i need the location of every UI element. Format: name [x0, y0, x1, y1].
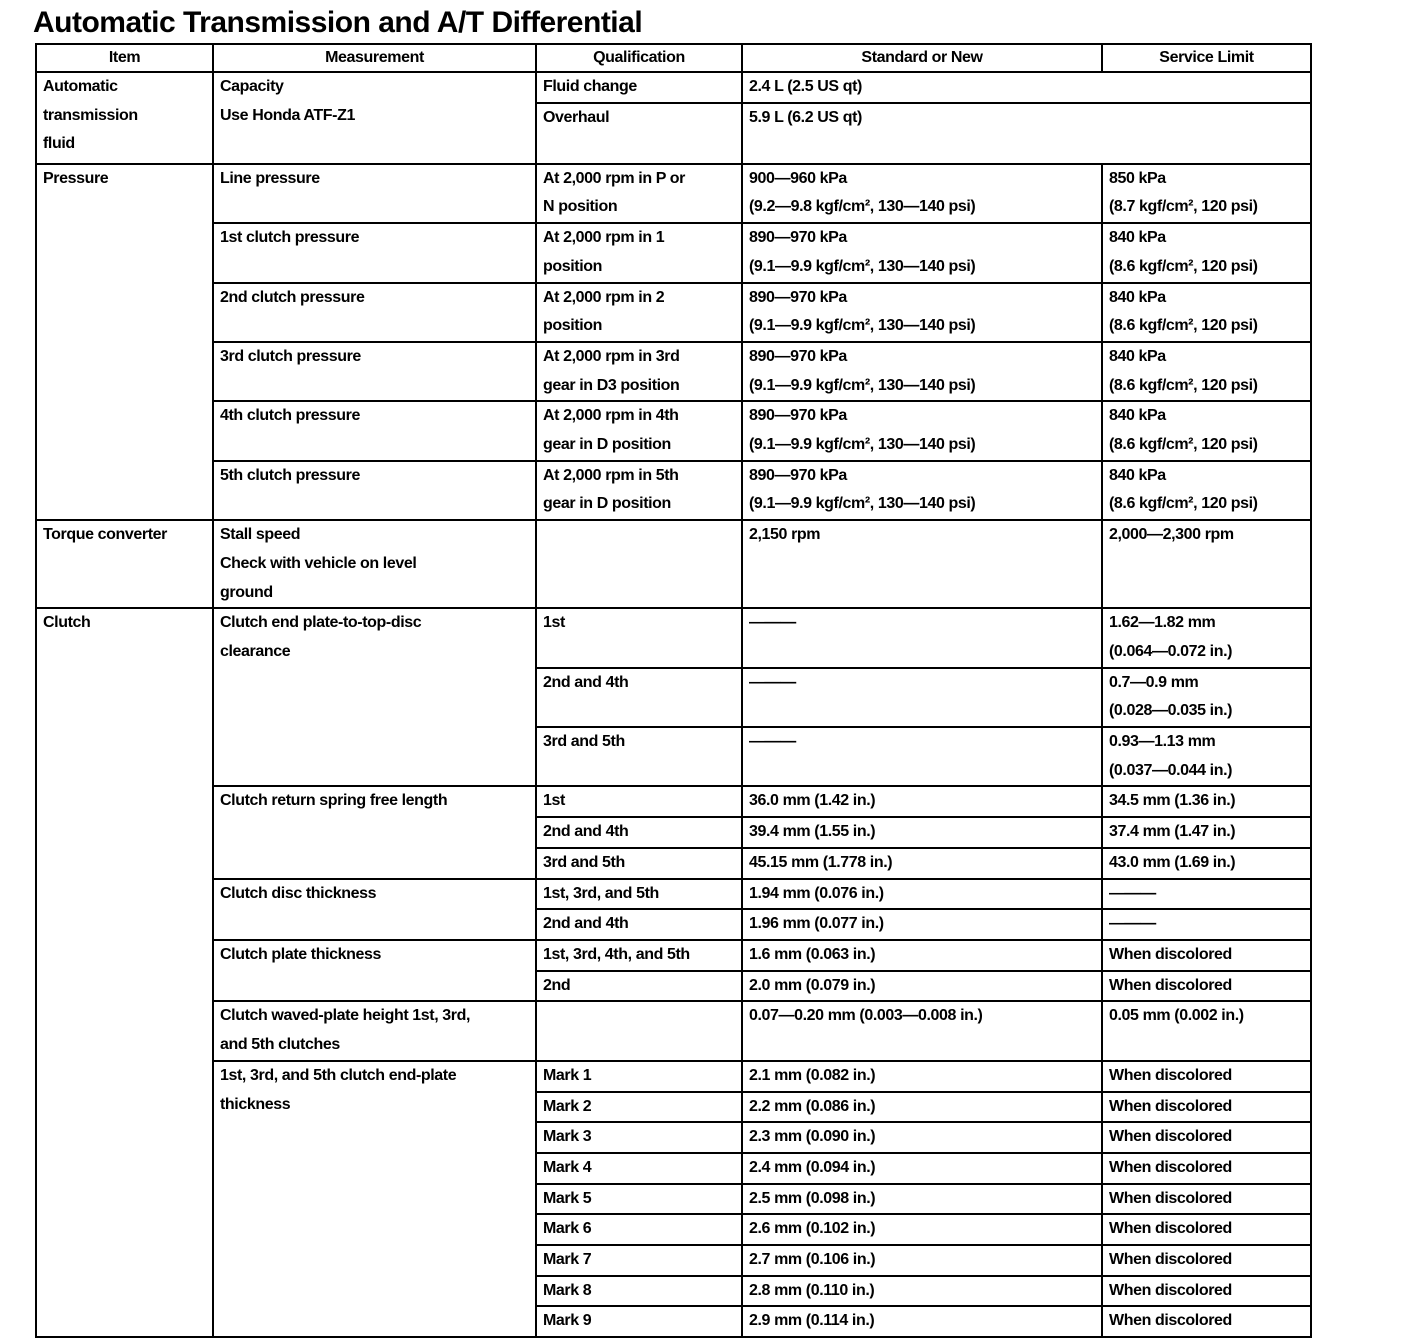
- limit-cell: When discolored: [1102, 1061, 1311, 1092]
- qualification-cell: At 2,000 rpm in 3rd gear in D3 position: [536, 342, 742, 401]
- standard-cell: 890—970 kPa (9.1—9.9 kgf/cm², 130—140 psi): [742, 223, 1102, 282]
- standard-cell: 2.2 mm (0.086 in.): [742, 1092, 1102, 1123]
- page-title: Automatic Transmission and A/T Differential: [33, 6, 643, 39]
- limit-cell: 43.0 mm (1.69 in.): [1102, 848, 1311, 879]
- qualification-cell: 2nd and 4th: [536, 668, 742, 727]
- standard-cell: 45.15 mm (1.778 in.): [742, 848, 1102, 879]
- qualification-cell: 2nd: [536, 971, 742, 1002]
- standard-cell: 5.9 L (6.2 US qt): [742, 103, 1311, 164]
- qualification-cell: Mark 8: [536, 1276, 742, 1307]
- measurement-cell: 1st clutch pressure: [213, 223, 536, 282]
- measurement-cell: Capacity Use Honda ATF-Z1: [213, 72, 536, 164]
- limit-cell: 0.05 mm (0.002 in.): [1102, 1001, 1311, 1060]
- qualification-cell: 3rd and 5th: [536, 727, 742, 786]
- measurement-cell: Clutch end plate-to-top-disc clearance: [213, 608, 536, 786]
- standard-cell: 2.8 mm (0.110 in.): [742, 1276, 1102, 1307]
- standard-cell: ———: [742, 608, 1102, 667]
- limit-cell: 840 kPa (8.6 kgf/cm², 120 psi): [1102, 223, 1311, 282]
- limit-cell: 850 kPa (8.7 kgf/cm², 120 psi): [1102, 164, 1311, 223]
- standard-cell: 2.3 mm (0.090 in.): [742, 1122, 1102, 1153]
- limit-cell: When discolored: [1102, 1214, 1311, 1245]
- limit-cell: 2,000—2,300 rpm: [1102, 520, 1311, 608]
- table-row: [36, 786, 1311, 817]
- qualification-cell: Mark 9: [536, 1306, 742, 1337]
- measurement-cell: Clutch disc thickness: [213, 879, 536, 940]
- qualification-cell: [536, 520, 742, 608]
- standard-cell: 900—960 kPa (9.2—9.8 kgf/cm², 130—140 psi): [742, 164, 1102, 223]
- limit-cell: 34.5 mm (1.36 in.): [1102, 786, 1311, 817]
- qualification-cell: At 2,000 rpm in 1 position: [536, 223, 742, 282]
- measurement-cell: Clutch plate thickness: [213, 940, 536, 1001]
- table-row: [36, 940, 1311, 971]
- measurement-cell: Stall speed Check with vehicle on level ground: [213, 520, 536, 608]
- limit-cell: When discolored: [1102, 1122, 1311, 1153]
- standard-cell: 2.9 mm (0.114 in.): [742, 1306, 1102, 1337]
- item-cell: Clutch: [36, 608, 213, 1337]
- standard-cell: 2.1 mm (0.082 in.): [742, 1061, 1102, 1092]
- qualification-cell: Mark 4: [536, 1153, 742, 1184]
- measurement-cell: 4th clutch pressure: [213, 401, 536, 460]
- standard-cell: 2,150 rpm: [742, 520, 1102, 608]
- spec-table: [35, 43, 1312, 1338]
- measurement-cell: Clutch waved-plate height 1st, 3rd, and 5th clutches: [213, 1001, 536, 1060]
- qualification-cell: At 2,000 rpm in 4th gear in D position: [536, 401, 742, 460]
- limit-cell: 0.7—0.9 mm (0.028—0.035 in.): [1102, 668, 1311, 727]
- qualification-cell: [536, 1001, 742, 1060]
- limit-cell: When discolored: [1102, 1184, 1311, 1215]
- item-cell: Torque converter: [36, 520, 213, 608]
- qualification-cell: 1st: [536, 608, 742, 667]
- standard-cell: 890—970 kPa (9.1—9.9 kgf/cm², 130—140 psi): [742, 342, 1102, 401]
- qualification-cell: Fluid change: [536, 72, 742, 103]
- limit-cell: 1.62—1.82 mm (0.064—0.072 in.): [1102, 608, 1311, 667]
- qualification-cell: Mark 6: [536, 1214, 742, 1245]
- qualification-cell: 3rd and 5th: [536, 848, 742, 879]
- qualification-cell: 1st: [536, 786, 742, 817]
- qualification-cell: Mark 7: [536, 1245, 742, 1276]
- standard-cell: 2.4 mm (0.094 in.): [742, 1153, 1102, 1184]
- header-measurement: Measurement: [213, 44, 536, 72]
- header-row: [36, 44, 1311, 72]
- limit-cell: When discolored: [1102, 940, 1311, 971]
- limit-cell: 37.4 mm (1.47 in.): [1102, 817, 1311, 848]
- limit-cell: 840 kPa (8.6 kgf/cm², 120 psi): [1102, 342, 1311, 401]
- standard-cell: 1.94 mm (0.076 in.): [742, 879, 1102, 910]
- table-row: [36, 283, 1311, 342]
- qualification-cell: At 2,000 rpm in 5th gear in D position: [536, 461, 742, 520]
- header-limit: Service Limit: [1102, 44, 1311, 72]
- table-row: [36, 608, 1311, 667]
- limit-cell: 840 kPa (8.6 kgf/cm², 120 psi): [1102, 283, 1311, 342]
- limit-cell: When discolored: [1102, 971, 1311, 1002]
- item-cell: Pressure: [36, 164, 213, 520]
- qualification-cell: 2nd and 4th: [536, 909, 742, 940]
- limit-cell: When discolored: [1102, 1153, 1311, 1184]
- standard-cell: ———: [742, 668, 1102, 727]
- standard-cell: 890—970 kPa (9.1—9.9 kgf/cm², 130—140 psi): [742, 401, 1102, 460]
- qualification-cell: 2nd and 4th: [536, 817, 742, 848]
- table-row: [36, 1001, 1311, 1060]
- standard-cell: 1.96 mm (0.077 in.): [742, 909, 1102, 940]
- qualification-cell: Mark 2: [536, 1092, 742, 1123]
- header-qualification: Qualification: [536, 44, 742, 72]
- limit-cell: 0.93—1.13 mm (0.037—0.044 in.): [1102, 727, 1311, 786]
- table-row: [36, 461, 1311, 520]
- measurement-cell: Clutch return spring free length: [213, 786, 536, 878]
- table-row: [36, 520, 1311, 608]
- qualification-cell: Overhaul: [536, 103, 742, 164]
- limit-cell: ———: [1102, 909, 1311, 940]
- table-row: [36, 342, 1311, 401]
- table-row: [36, 879, 1311, 910]
- limit-cell: 840 kPa (8.6 kgf/cm², 120 psi): [1102, 401, 1311, 460]
- qualification-cell: 1st, 3rd, and 5th: [536, 879, 742, 910]
- limit-cell: When discolored: [1102, 1276, 1311, 1307]
- measurement-cell: 1st, 3rd, and 5th clutch end-plate thickness: [213, 1061, 536, 1337]
- measurement-cell: 2nd clutch pressure: [213, 283, 536, 342]
- limit-cell: 840 kPa (8.6 kgf/cm², 120 psi): [1102, 461, 1311, 520]
- table-row: [36, 401, 1311, 460]
- standard-cell: 2.0 mm (0.079 in.): [742, 971, 1102, 1002]
- measurement-cell: 5th clutch pressure: [213, 461, 536, 520]
- measurement-cell: 3rd clutch pressure: [213, 342, 536, 401]
- standard-cell: 2.5 mm (0.098 in.): [742, 1184, 1102, 1215]
- qualification-cell: 1st, 3rd, 4th, and 5th: [536, 940, 742, 971]
- qualification-cell: Mark 3: [536, 1122, 742, 1153]
- header-standard: Standard or New: [742, 44, 1102, 72]
- header-item: Item: [36, 44, 213, 72]
- table-row: [36, 72, 1311, 103]
- standard-cell: 36.0 mm (1.42 in.): [742, 786, 1102, 817]
- table-row: [36, 1061, 1311, 1092]
- limit-cell: ———: [1102, 879, 1311, 910]
- standard-cell: ———: [742, 727, 1102, 786]
- limit-cell: When discolored: [1102, 1306, 1311, 1337]
- limit-cell: When discolored: [1102, 1245, 1311, 1276]
- standard-cell: 890—970 kPa (9.1—9.9 kgf/cm², 130—140 psi): [742, 283, 1102, 342]
- table-row: [36, 164, 1311, 223]
- qualification-cell: At 2,000 rpm in P or N position: [536, 164, 742, 223]
- standard-cell: 2.4 L (2.5 US qt): [742, 72, 1311, 103]
- qualification-cell: Mark 1: [536, 1061, 742, 1092]
- standard-cell: 0.07—0.20 mm (0.003—0.008 in.): [742, 1001, 1102, 1060]
- standard-cell: 890—970 kPa (9.1—9.9 kgf/cm², 130—140 psi): [742, 461, 1102, 520]
- qualification-cell: Mark 5: [536, 1184, 742, 1215]
- standard-cell: 2.6 mm (0.102 in.): [742, 1214, 1102, 1245]
- item-cell: Automatic transmission fluid: [36, 72, 213, 164]
- qualification-cell: At 2,000 rpm in 2 position: [536, 283, 742, 342]
- measurement-cell: Line pressure: [213, 164, 536, 223]
- standard-cell: 1.6 mm (0.063 in.): [742, 940, 1102, 971]
- limit-cell: When discolored: [1102, 1092, 1311, 1123]
- standard-cell: 2.7 mm (0.106 in.): [742, 1245, 1102, 1276]
- standard-cell: 39.4 mm (1.55 in.): [742, 817, 1102, 848]
- table-row: [36, 223, 1311, 282]
